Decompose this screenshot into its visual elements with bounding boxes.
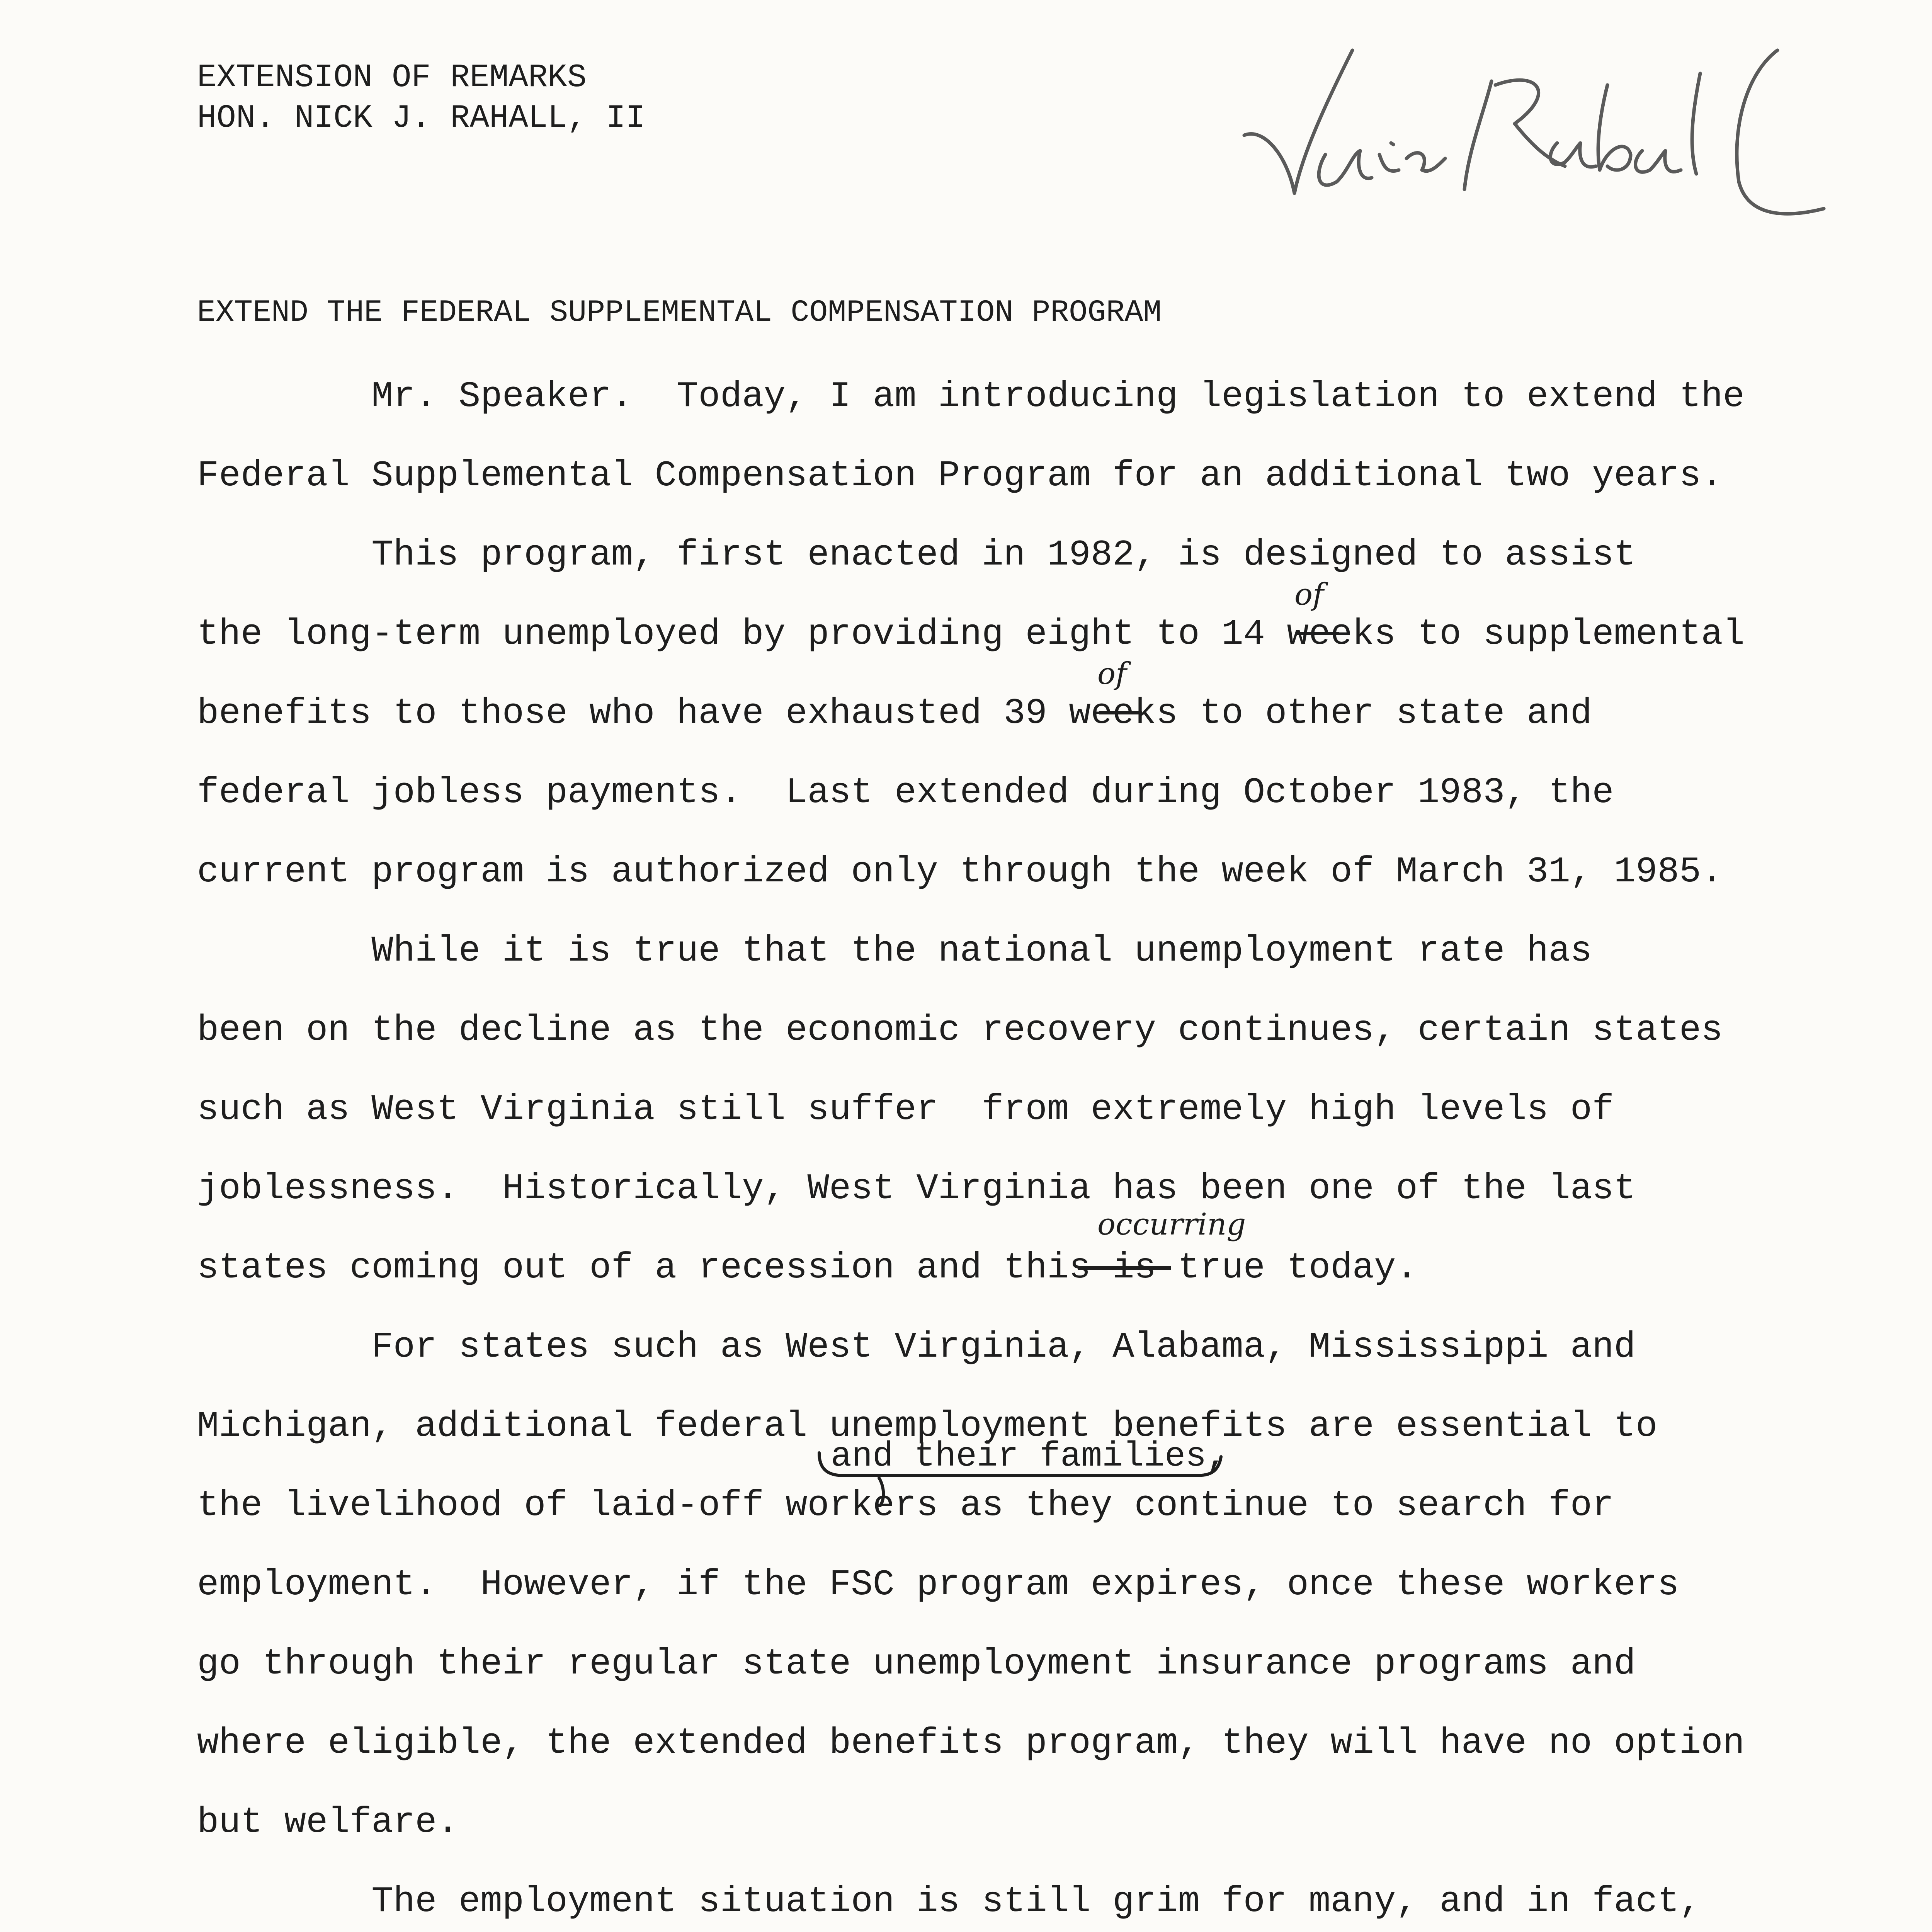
- body-line: This program, first enacted in 1982, is designed to assist: [197, 535, 1636, 576]
- document-title: EXTEND THE FEDERAL SUPPLEMENTAL COMPENSATION PROGRAM: [197, 295, 1162, 330]
- header-line-1: EXTENSION OF REMARKS: [197, 60, 587, 96]
- inserted-and-their-families: and their families,: [831, 1437, 1228, 1476]
- body-line: Mr. Speaker. Today, I am introducing legislation to extend the: [197, 376, 1745, 417]
- body-line: been on the decline as the economic recovery continues, certain states: [197, 1010, 1723, 1051]
- body-line: joblessness. Historically, West Virginia has been one of the last: [197, 1168, 1636, 1209]
- body-line: federal jobless payments. Last extended during October 1983, the: [197, 772, 1614, 813]
- insertion-bracket: [811, 1430, 1236, 1507]
- body-line: Federal Supplemental Compensation Program for an additional two years.: [197, 456, 1723, 497]
- signature: [1198, 27, 1855, 228]
- body-line: go through their regular state unemployment insurance programs and: [197, 1644, 1636, 1685]
- body-line: the long-term unemployed by providing eight to 14 weeks to supplemental: [197, 614, 1745, 655]
- body-line: While it is true that the national unemployment rate has: [197, 931, 1592, 972]
- body-line: states coming out of a recession and this is true today.: [197, 1248, 1418, 1289]
- body-line: but welfare.: [197, 1802, 459, 1843]
- body-line: employment. However, if the FSC program expires, once these workers: [197, 1565, 1679, 1605]
- strikethrough-true: [1078, 1266, 1171, 1270]
- handwritten-of-2: of: [1097, 656, 1127, 691]
- handwritten-of-1: of: [1294, 577, 1324, 612]
- body-line: Michigan, additional federal unemployment benefits are essential to: [197, 1406, 1658, 1447]
- strikethrough-to-1: [1296, 632, 1339, 635]
- body-line: benefits to those who have exhausted 39 weeks to other state and: [197, 693, 1592, 734]
- handwritten-occurring: occurring: [1097, 1207, 1246, 1242]
- strikethrough-to-2: [1099, 711, 1142, 714]
- body-line: The employment situation is still grim for many, and in fact,: [197, 1881, 1701, 1922]
- body-line: where eligible, the extended benefits program, they will have no option: [197, 1723, 1745, 1764]
- header-line-2: HON. NICK J. RAHALL, II: [197, 100, 645, 137]
- body-line: current program is authorized only through the week of March 31, 1985.: [197, 852, 1723, 893]
- body-line: the livelihood of laid-off workers as they continue to search for: [197, 1485, 1614, 1526]
- body-line: such as West Virginia still suffer from extremely high levels of: [197, 1089, 1614, 1130]
- body-line: For states such as West Virginia, Alabama, Mississippi and: [197, 1327, 1636, 1368]
